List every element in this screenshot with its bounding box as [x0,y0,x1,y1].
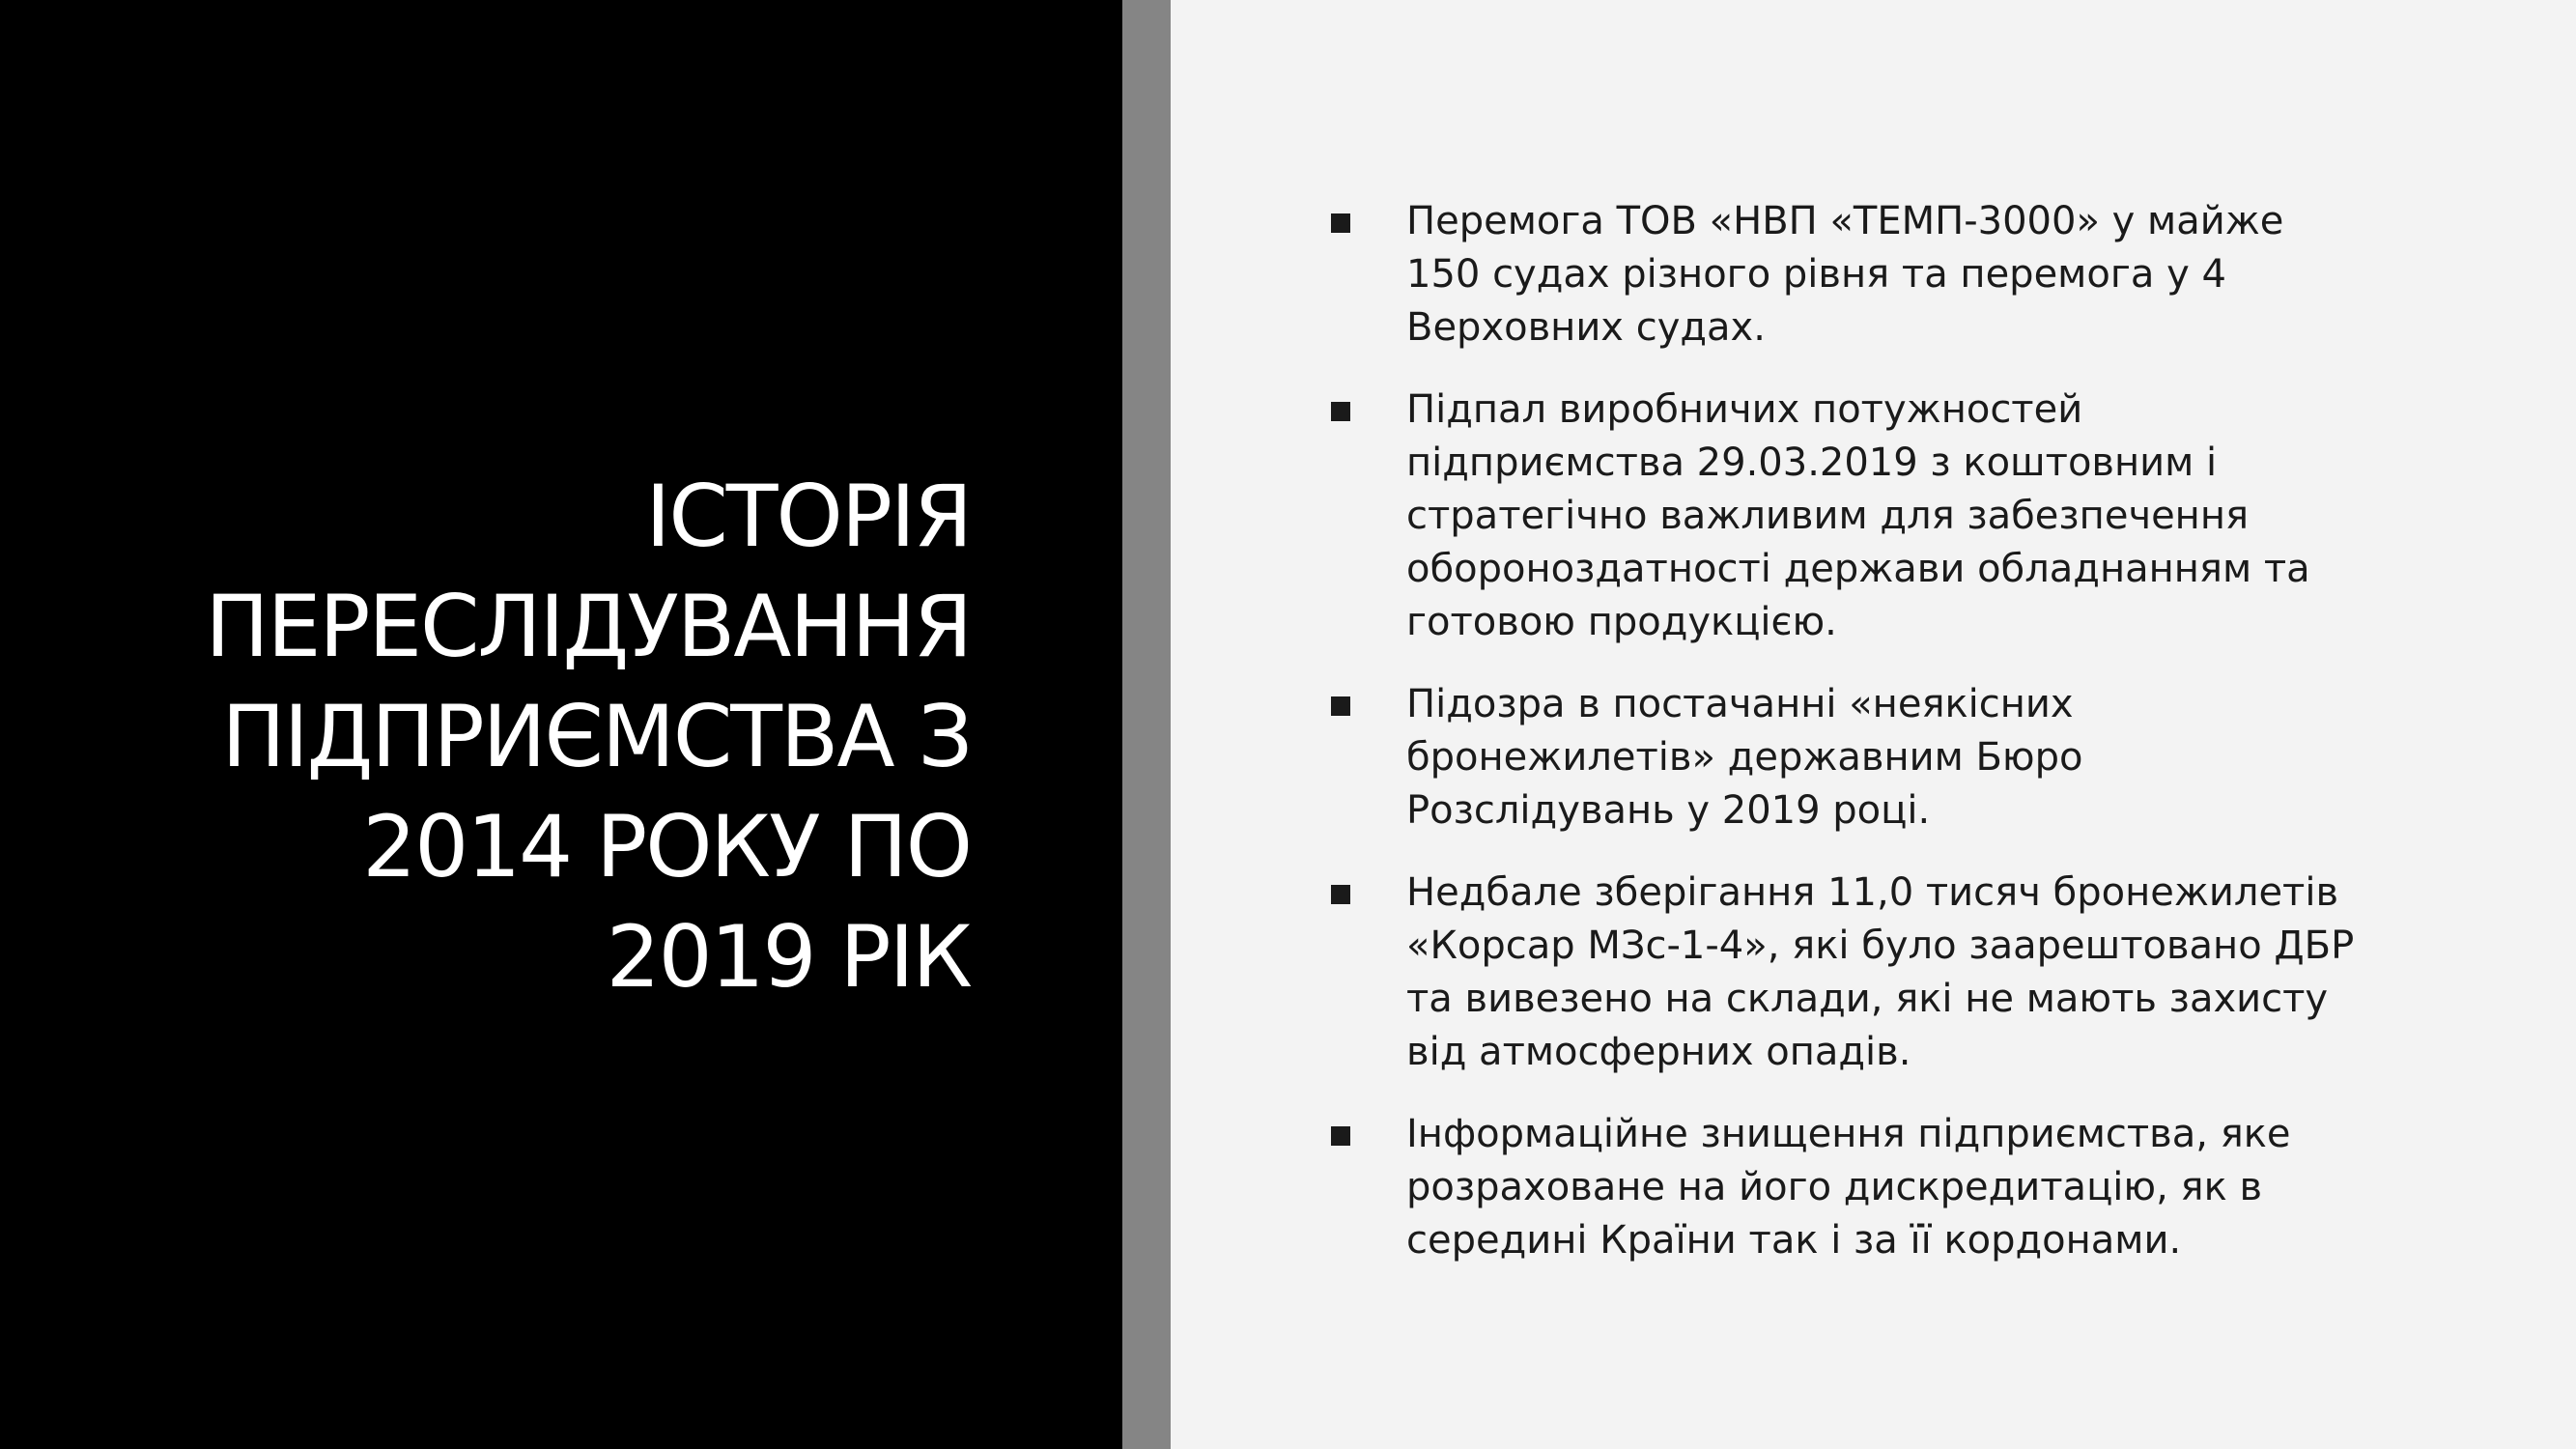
square-bullet-icon [1331,1126,1350,1146]
bullet-item [1331,678,2355,838]
slide-title: ІСТОРІЯ ПЕРЕСЛІДУВАННЯ ПІДПРИЄМСТВА З 2014 РОКУ ПО 2019 РІК [205,467,971,1007]
bullet-text: Підпал виробничих потужностей підприємства 29.03.2019 з коштовним і стратегічно важливим для забезпечення обороноздатності держави обладнанням та готовою продукцією. [1406,387,2310,644]
bullet-text: Недбале зберігання 11,0 тисяч бронежилетів «Корсар МЗс-1-4», які було заарештовано ДБР та вивезено на склади, які не мають захисту від атмосферних опадів. [1406,870,2355,1074]
bullet-text: Підозра в постачанні «неякісних бронежилетів» державним Бюро Розслідувань у 2019 році. [1406,682,2083,833]
square-bullet-icon [1331,213,1350,233]
bullet-text: Інформаційне знищення підприємства, яке розраховане на його дискредитацію, як в середині Країни так і за її кордонами. [1406,1112,2291,1263]
bullet-text: Перемога ТОВ «НВП «ТЕМП-3000» у майже 150 судах різного рівня та перемога у 4 Верховних судах. [1406,199,2284,350]
bullet-item [1331,384,2355,649]
square-bullet-icon [1331,402,1350,421]
bullet-item [1331,1108,2355,1267]
bullet-item [1331,195,2355,355]
bullet-item [1331,867,2355,1079]
square-bullet-icon [1331,885,1350,904]
bullet-list [1331,195,2355,1296]
square-bullet-icon [1331,696,1350,716]
divider-bar [1122,0,1171,1449]
